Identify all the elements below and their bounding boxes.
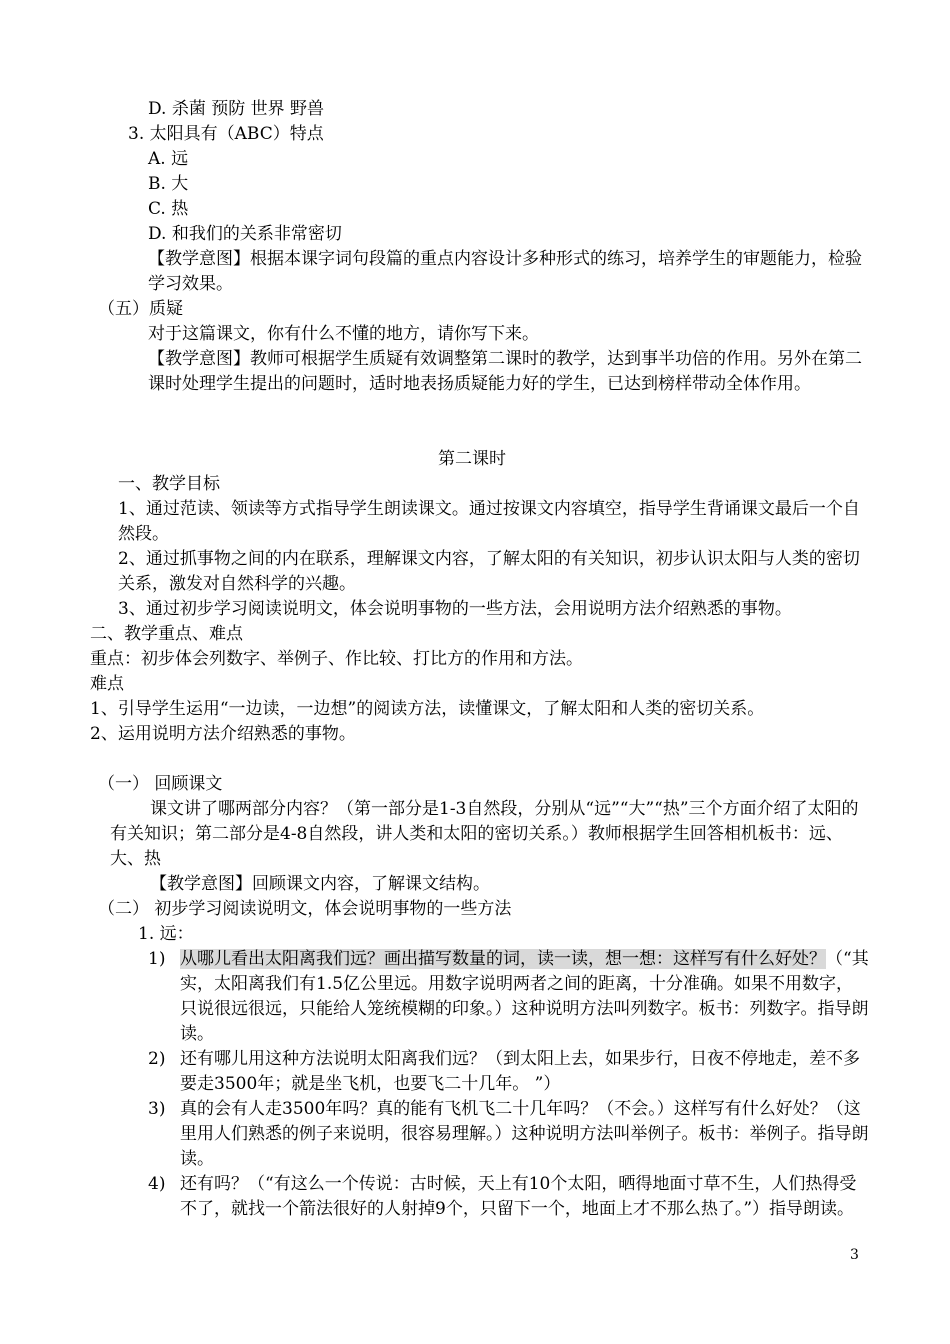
teaching-intent-1: 【教学意图】根据本课字词句段篇的重点内容设计多种形式的练习，培养学生的审题能力，检验学习效果。 [148, 249, 862, 294]
q3-option-d: D. 和我们的关系非常密切 [148, 224, 342, 244]
section-5-text: 对于这篇课文，你有什么不懂的地方，请你写下来。 [148, 324, 539, 344]
highlighted-question: 从哪儿看出太阳离我们远？画出描写数量的词，读一读，想一想：这样写有什么好处？ [180, 949, 826, 969]
page-number: 3 [850, 1247, 859, 1263]
goals-title: 一、教学目标 [118, 474, 220, 494]
question-3: 3. 太阳具有（ABC）特点 [128, 124, 324, 144]
option-d-prev: D. 杀菌 预防 世界 野兽 [148, 99, 325, 119]
item-text [180, 947, 870, 1047]
study-title: （二） 初步学习阅读说明文，体会说明事物的一些方法 [98, 899, 512, 919]
keypoint: 重点：初步体会列数字、举例子、作比较、打比方的作用和方法。 [90, 649, 583, 669]
goal-3: 3、通过初步学习阅读说明文，体会说明事物的一些方法，会用说明方法介绍熟悉的事物。 [118, 599, 792, 619]
teaching-intent-2: 【教学意图】教师可根据学生质疑有效调整第二课时的教学，达到事半功倍的作用。另外在第二课时处理学生提出的问题时，适时地表扬质疑能力好的学生，已达到榜样带动全体作用。 [148, 349, 862, 394]
sub-item-far: 1. 远： [138, 924, 194, 944]
goal-2: 2、通过抓事物之间的内在联系，理解课文内容，了解太阳的有关知识，初步认识太阳与人类的密切关系，激发对自然科学的兴趣。 [118, 549, 860, 594]
q3-option-a: A. 远 [148, 149, 189, 169]
lesson-2-title: 第二课时 [438, 449, 506, 469]
item-answer: （“其实，太阳离我们有1.5亿公里远。用数字说明两者之间的距离，十分准确。如果不用数字，只说很远很远，只能给人笼统模糊的印象。）这种说明方法叫列数字。板书：列数字。指导朗读。 [180, 949, 869, 1044]
item-text: 真的会有人走3500年吗？真的能有飞机飞二十几年吗？（不会。）这样写有什么好处？（这里用人们熟悉的例子来说明，很容易理解。）这种说明方法叫举例子。板书：举例子。指导朗读。 [180, 1099, 869, 1169]
review-intent: 【教学意图】回顾课文内容，了解课文结构。 [150, 874, 490, 894]
q3-option-b: B. 大 [148, 174, 189, 194]
difficulty-1: 1、引导学生运用“一边读，一边想”的阅读方法，读懂课文，了解太阳和人类的密切关系。 [90, 699, 765, 719]
q3-option-c: C. 热 [148, 199, 189, 219]
item-text: 还有哪儿用这种方法说明太阳离我们远？（到太阳上去，如果步行，日夜不停地走，差不多要走3500年；就是坐飞机，也要飞二十几年。 ”） [180, 1049, 860, 1094]
item-number: 1) [148, 949, 166, 969]
section-5-title: （五）质疑 [98, 299, 183, 319]
item-number: 3) [148, 1099, 166, 1119]
item-number: 2) [148, 1049, 166, 1069]
goal-1: 1、通过范读、领读等方式指导学生朗读课文。通过按课文内容填空，指导学生背诵课文最后一个自然段。 [118, 499, 860, 544]
item-text: 还有吗？（“有这么一个传说：古时候，天上有10个太阳，晒得地面寸草不生，人们热得受不了，就找一个箭法很好的人射掉9个，只留下一个，地面上才不那么热了。”）指导朗读。 [180, 1174, 857, 1219]
difficulty-title: 难点 [90, 674, 124, 694]
review-title: （一） 回顾课文 [98, 774, 223, 794]
difficulty-2: 2、运用说明方法介绍熟悉的事物。 [90, 724, 356, 744]
keypoints-title: 二、教学重点、难点 [90, 624, 243, 644]
item-number: 4) [148, 1174, 166, 1194]
review-text: 课文讲了哪两部分内容？（第一部分是1-3自然段，分别从“远”“大”“热”三个方面介绍了太阳的有关知识；第二部分是4-8自然段，讲人类和太阳的密切关系。）教师根据学生回答相机板书：远、大、热 [110, 799, 859, 869]
